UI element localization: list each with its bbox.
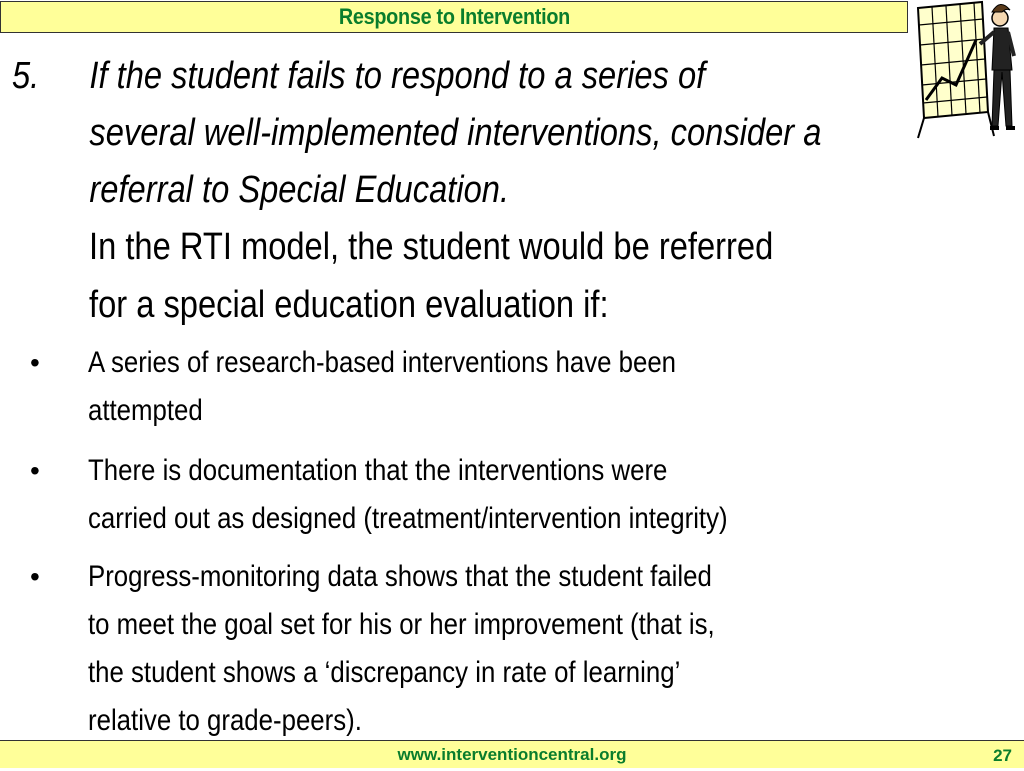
bullet-line: There is documentation that the interventions were	[88, 454, 668, 487]
page-number: 27	[993, 746, 1012, 765]
item-line: referral to Special Education.	[89, 169, 510, 211]
bullet-marker: •	[30, 347, 40, 378]
header-bar	[0, 1, 908, 33]
bullet-line: relative to grade-peers).	[88, 704, 362, 737]
paragraph-line: In the RTI model, the student would be referred	[89, 226, 774, 268]
bullet-marker: •	[30, 455, 40, 486]
bullet-line: carried out as designed (treatment/intervention integrity)	[88, 502, 728, 535]
bullet-marker: •	[30, 561, 40, 592]
item-text	[89, 48, 949, 219]
bullet-text	[88, 447, 905, 543]
item-number: 5.	[12, 55, 40, 97]
bullet-line: Progress-monitoring data shows that the student failed	[88, 560, 712, 593]
bullet-text	[88, 553, 905, 745]
item-line: If the student fails to respond to a series of	[89, 55, 706, 97]
bullet-text	[88, 339, 905, 435]
rti-paragraph	[89, 218, 889, 334]
bullet-line: attempted	[88, 394, 203, 427]
footer-bar	[0, 740, 1024, 768]
bullet-line: the student shows a ‘discrepancy in rate of learning’	[88, 656, 681, 689]
footer-website-link[interactable]: www.interventioncentral.org	[397, 745, 627, 764]
paragraph-line: for a special education evaluation if:	[89, 284, 609, 326]
bullet-line: to meet the goal set for his or her improvement (that is,	[88, 608, 715, 641]
bullet-line: A series of research-based interventions have been	[88, 346, 677, 379]
item-line: several well-implemented interventions, consider a	[89, 112, 822, 154]
slide-title: Response to Intervention	[338, 4, 570, 29]
